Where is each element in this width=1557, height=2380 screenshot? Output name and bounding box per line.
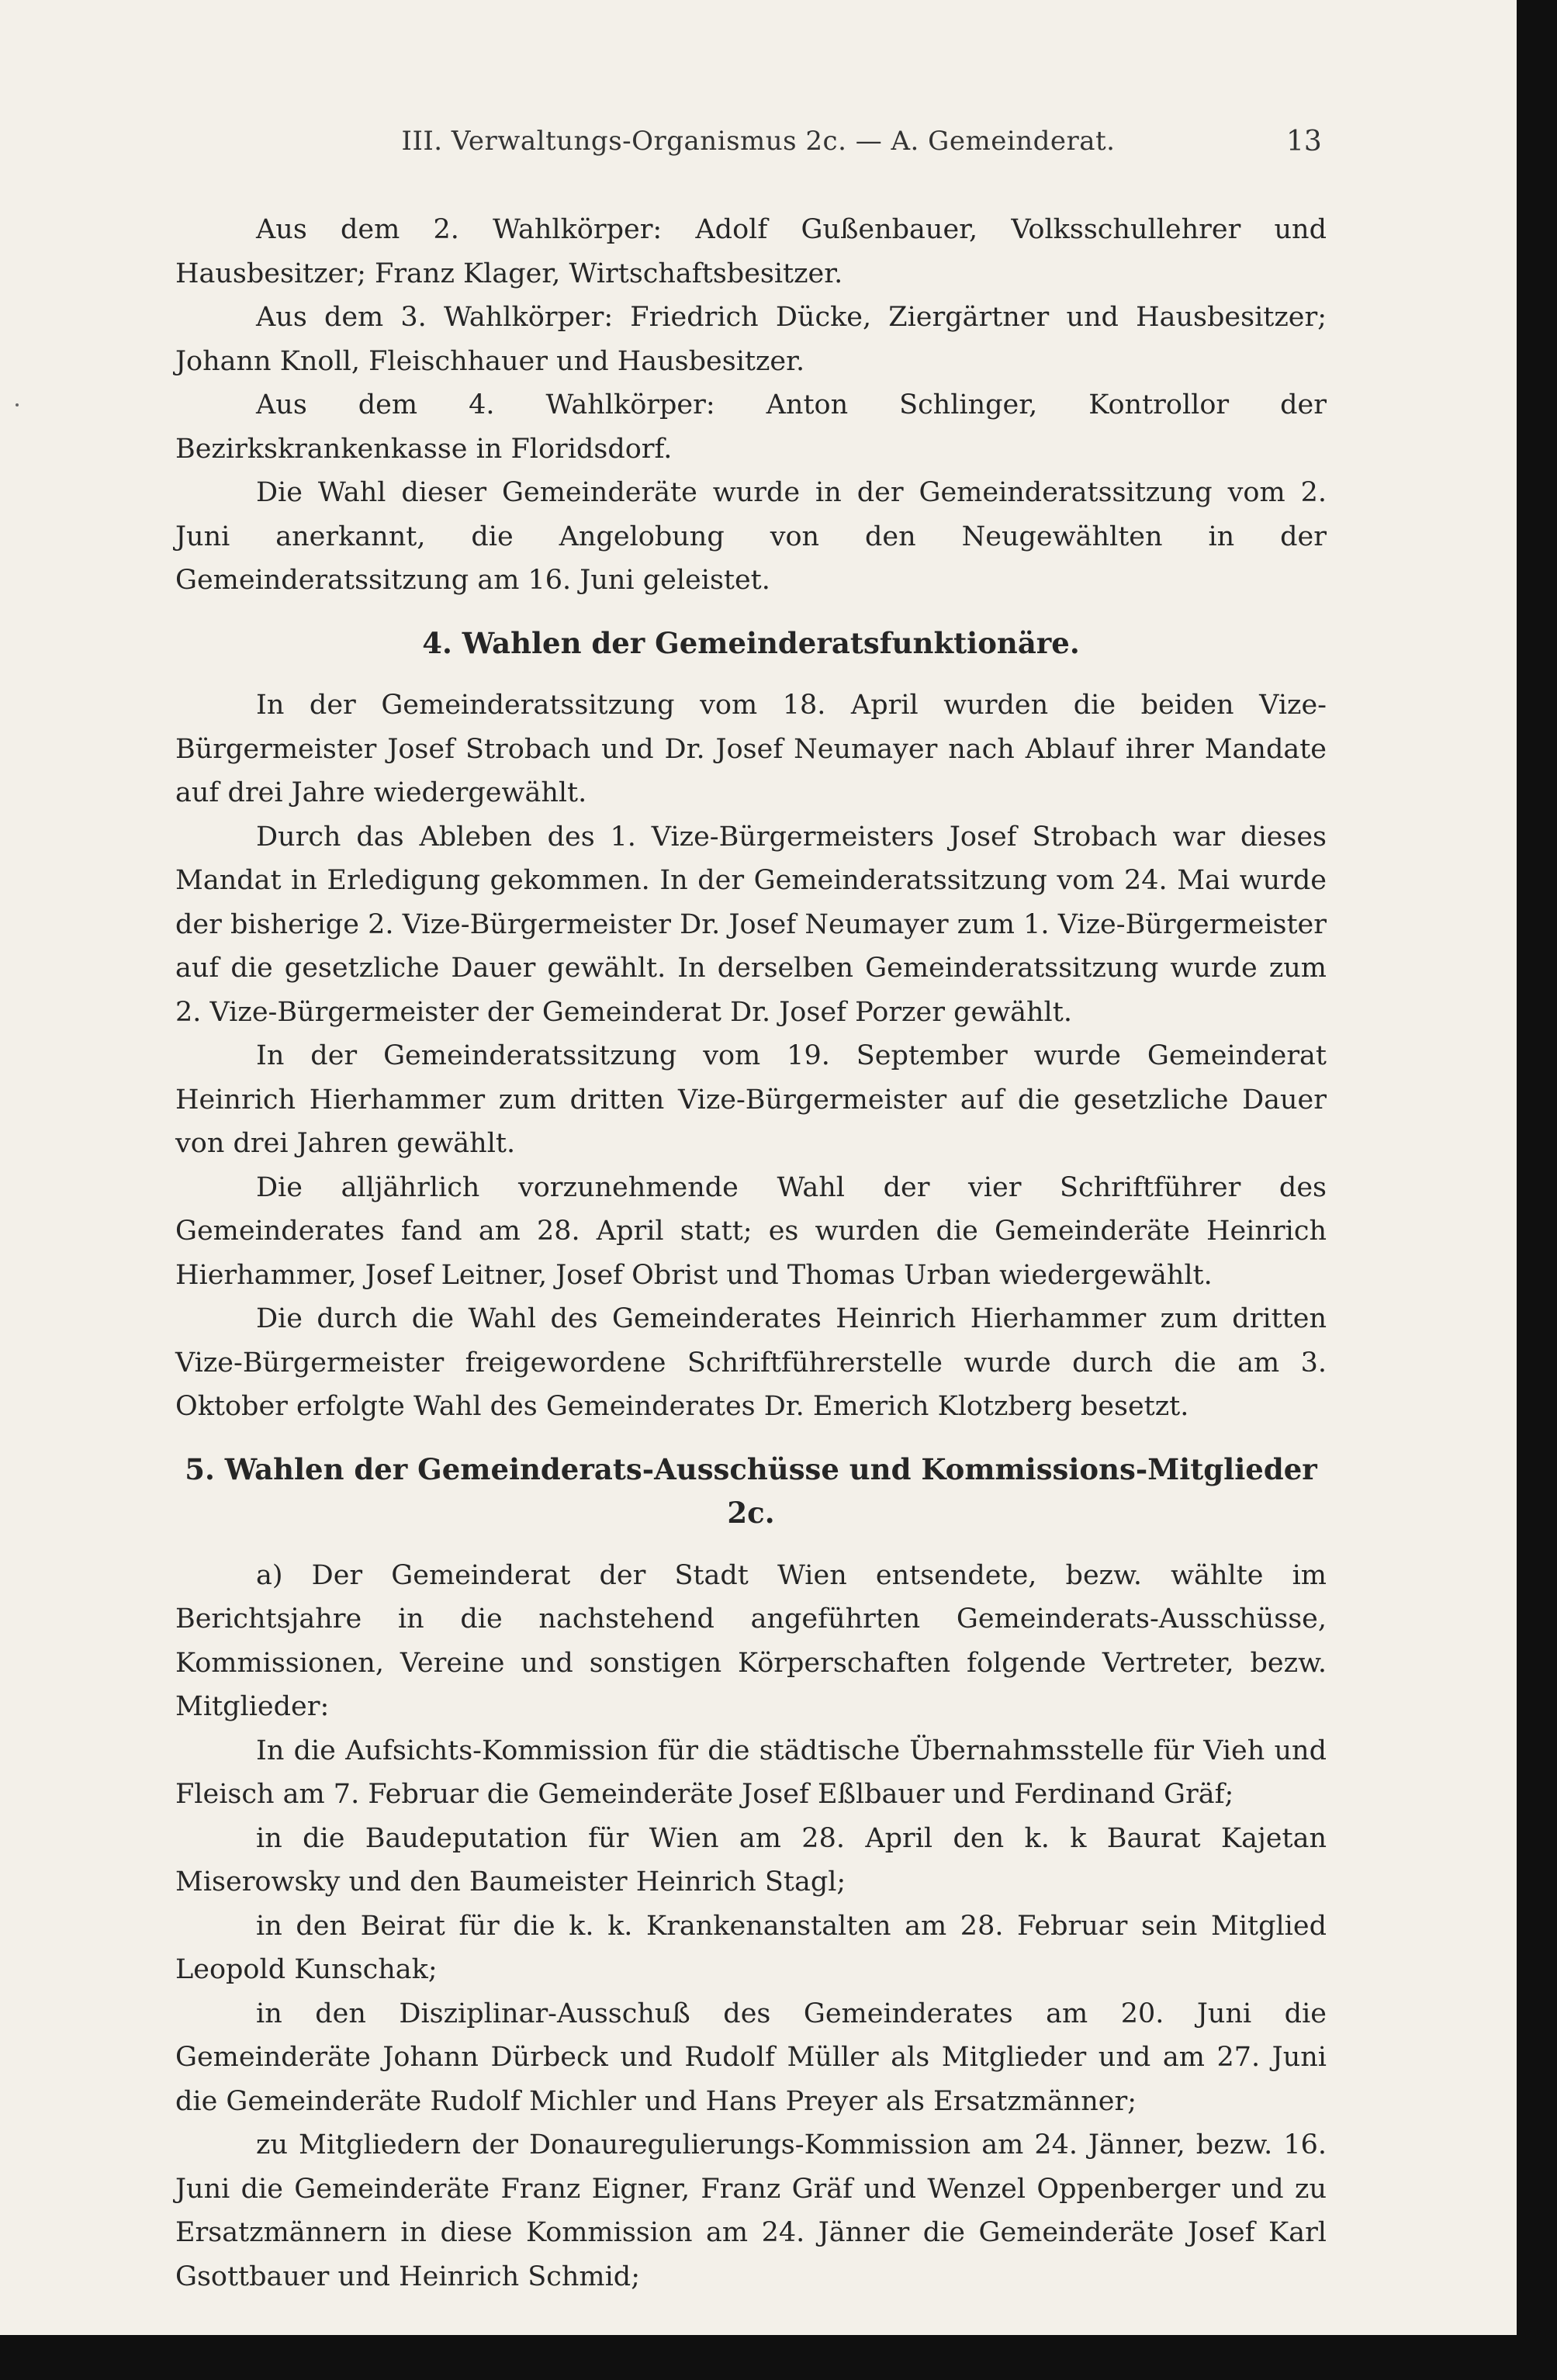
scan-speck [16,403,19,406]
paragraph-wahlkoerper-4: Aus dem 4. Wahlkörper: Anton Schlinger, Kontrollor der Bezirkskrankenkasse in Floridsdorf. [175,389,1327,465]
running-title: III. Verwaltungs-Organismus 2c. — A. Gemeinderat. [401,126,1116,157]
document-body [175,208,1327,2299]
paragraph-anerkennung: Die Wahl dieser Gemeinderäte wurde in der Gemeinderatssitzung vom 2. Juni anerkannt, die Angelobung von den Neugewählten in der Gemeinderatssitzung am 16. Juni geleistet. [175,477,1327,596]
paragraph-wahlkoerper-3: Aus dem 3. Wahlkörper: Friedrich Dücke, Ziergärtner und Hausbesitzer; Johann Knoll, Fleischhauer und Hausbesitzer. [175,302,1327,377]
paragraph-disziplinar: in den Disziplinar-Ausschuß des Gemeinderates am 20. Juni die Gemeinderäte Johann Dürbeck und Rudolf Müller als Mitglieder und am 27. Juni die Gemeinderäte Rudolf Michler und Hans Preyer als Ersatzmänner; [175,1998,1327,2117]
paragraph-beirat: in den Beirat für die k. k. Krankenanstalten am 28. Februar sein Mitglied Leopold Kunschak; [175,1910,1327,1985]
paragraph-dritter-vize: In der Gemeinderatssitzung vom 19. September wurde Gemeinderat Heinrich Hierhammer zum dritten Vize-Bürgermeister auf die gesetzliche Dauer von drei Jahren gewählt. [175,1040,1327,1159]
paragraph-wahlkoerper-2: Aus dem 2. Wahlkörper: Adolf Gußenbauer, Volksschullehrer und Hausbesitzer; Franz Klager, Wirtschaftsbesitzer. [175,214,1327,289]
paragraph-schriftfuehrerstelle: Die durch die Wahl des Gemeinderates Heinrich Hierhammer zum dritten Vize-Bürgermeister freigewordene Schriftführerstelle wurde durch die am 3. Oktober erfolgte Wahl des Gemeinderates Dr. Emerich Klotzberg besetzt. [175,1303,1327,1422]
page-number: 13 [1286,126,1322,157]
paragraph-baudeputation: in die Baudeputation für Wien am 28. April den k. k Baurat Kajetan Miserowsky und den Baumeister Heinrich Stagl; [175,1822,1327,1897]
paragraph-schriftfuehrer: Die alljährlich vorzunehmende Wahl der vier Schriftführer des Gemeinderates fand am 28. April statt; es wurden die Gemeinderäte Heinrich Hierhammer, Josef Leitner, Josef Obrist und Thomas Urban wiedergewählt. [175,1171,1327,1291]
paragraph-aufsichtskommission: In die Aufsichts-Kommission für die städtische Übernahmsstelle für Vieh und Fleisch am 7. Februar die Gemeinderäte Josef Eßlbauer und Ferdinand Gräf; [175,1735,1327,1810]
paragraph-vize-wiederwahl: In der Gemeinderatssitzung vom 18. April wurden die beiden Vize-Bürgermeister Josef Strobach und Dr. Josef Neumayer nach Ablauf ihrer Mandate auf drei Jahre wiedergewählt. [175,690,1327,808]
paragraph-ableben-strobach: Durch das Ableben des 1. Vize-Bürgermeisters Josef Strobach war dieses Mandat in Erledigung gekommen. In der Gemeinderatssitzung vom 24. Mai wurde der bisherige 2. Vize-Bürgermeister Dr. Josef Neumayer zum 1. Vize-Bürgermeister auf die gesetzliche Dauer gewählt. In derselben Gemeinderatssitzung wurde zum 2. Vize-Bürgermeister der Gemeinderat Dr. Josef Porzer gewählt. [175,821,1327,1028]
section-heading-4: 4. Wahlen der Gemeinderatsfunktionäre. [422,625,1080,660]
paragraph-vertreter-intro: a) Der Gemeinderat der Stadt Wien entsendete, bezw. wählte im Berichtsjahre in die nachstehend angeführten Gemeinderats-Ausschüsse, Kommissionen, Vereine und sonstigen Körperschaften folgende Vertreter, bezw. Mitglieder: [175,1559,1327,1722]
paragraph-donauregulierung: zu Mitgliedern der Donauregulierungs-Kommission am 24. Jänner, bezw. 16. Juni die Gemeinderäte Franz Eigner, Franz Gräf und Wenzel Oppenberger und zu Ersatzmännern in diese Kommission am 24. Jänner die Gemeinderäte Josef Karl Gsottbauer und Heinrich Schmid; [175,2129,1327,2292]
section-heading-5: 5. Wahlen der Gemeinderats-Ausschüsse und Kommissions-Mitglieder 2c. [185,1451,1317,1530]
